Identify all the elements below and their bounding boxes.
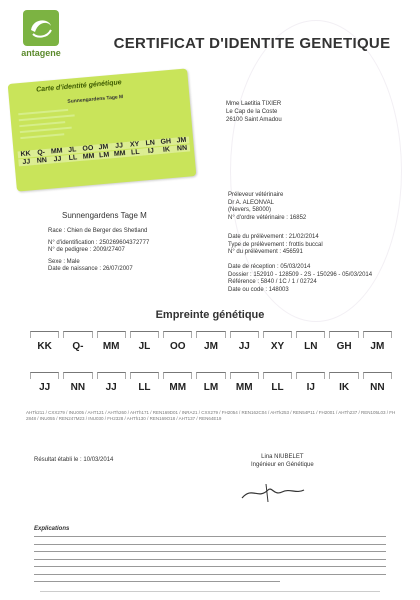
owner-name: Mme Laetitia TIXIER <box>226 101 282 107</box>
owner-address-2: 26100 Saint Amadou <box>226 117 282 123</box>
fingerprint-cell <box>361 331 394 352</box>
marker-header-bracket <box>230 372 259 379</box>
card-text-line <box>20 133 64 139</box>
validator-block <box>251 454 314 469</box>
marker-header-bracket <box>130 331 159 338</box>
sample-type: Type de prélèvement : frottis buccal <box>228 241 323 248</box>
card-code: KK <box>18 150 34 158</box>
fingerprint-cell <box>294 331 327 352</box>
vet-city: (Nevers, 58000) <box>228 207 272 213</box>
code-number: Date ou code : 148003 <box>228 286 289 293</box>
fingerprint-cell <box>261 372 294 393</box>
genotype-value: OO <box>169 341 186 352</box>
card-text-line <box>19 121 65 127</box>
fingerprint-cell <box>194 331 227 352</box>
logo-text: antagene <box>21 48 61 58</box>
fingerprint-cell <box>95 331 128 352</box>
marker-header-bracket <box>363 372 392 379</box>
card-code: JJ <box>111 142 127 150</box>
genotype-value: JM <box>204 341 218 352</box>
validator-role: Ingénieur en Génétique <box>251 461 314 468</box>
signature-image <box>238 480 308 504</box>
marker-header-bracket <box>230 331 259 338</box>
card-code: MM <box>113 150 126 159</box>
footer-line <box>40 591 380 595</box>
vet-label: Préleveur vétérinaire <box>228 192 284 198</box>
card-code: LM <box>96 151 112 159</box>
fingerprint-cell <box>327 372 360 393</box>
fingerprint-cell <box>95 372 128 393</box>
genotype-value: LM <box>203 382 219 393</box>
sample-date: Date du prélèvement : 21/02/2014 <box>228 234 319 240</box>
genotype-value: JM <box>370 341 385 352</box>
fingerprint-cell <box>228 372 261 393</box>
marker-header-bracket <box>196 372 225 379</box>
owner-address-1: Le Cap de la Coste <box>226 109 278 115</box>
fingerprint-cell <box>261 331 294 352</box>
fingerprint-cell <box>161 372 194 393</box>
marker-header-bracket <box>296 331 325 338</box>
genotype-value: IK <box>339 382 350 393</box>
genetic-id-card <box>8 68 197 191</box>
card-code: GH <box>158 138 174 146</box>
dog-birth-date: Date de naissance : 26/07/2007 <box>48 266 133 272</box>
genotype-value: Q- <box>72 341 84 352</box>
marker-header-bracket <box>63 372 92 379</box>
fingerprint-cell <box>128 331 161 352</box>
genotype-value: MM <box>102 341 120 352</box>
fingerprint-cell <box>194 372 227 393</box>
vet-block <box>228 192 306 222</box>
card-code: XY <box>127 141 143 149</box>
card-code: MM <box>50 147 63 156</box>
card-code: IK <box>158 146 174 154</box>
dog-sex: Sexe : Male <box>48 258 80 265</box>
card-code: NN <box>174 144 190 152</box>
fingerprint-cell <box>327 331 360 352</box>
marker-header-bracket <box>97 331 126 338</box>
genotype-value: NN <box>70 382 86 393</box>
fingerprint-cell <box>28 331 61 352</box>
sample-number: N° du prélèvement : 456591 <box>228 249 303 255</box>
marker-header-bracket <box>329 372 358 379</box>
card-text-line <box>20 127 72 134</box>
marker-header-bracket <box>63 331 92 338</box>
genotype-value: JL <box>138 341 151 352</box>
explanations-label: Explications <box>34 526 70 532</box>
card-code: LN <box>142 139 158 147</box>
genotype-value: LL <box>271 382 284 393</box>
card-code: JM <box>95 143 111 151</box>
card-code: Q- <box>33 149 49 157</box>
reception-date: Date de réception : 05/03/2014 <box>228 264 311 270</box>
reception-block <box>228 264 372 294</box>
card-code: LL <box>65 154 81 162</box>
genotype-value: LL <box>138 382 151 393</box>
card-code: LL <box>127 149 143 157</box>
fingerprint-cell <box>228 331 261 352</box>
genotype-value: JJ <box>39 382 51 393</box>
marker-header-bracket <box>30 372 59 379</box>
result-date: Résultat établi le : 10/03/2014 <box>34 457 114 463</box>
card-text-line <box>19 114 75 121</box>
marker-header-bracket <box>163 372 192 379</box>
marker-header-bracket <box>263 331 292 338</box>
vet-order: N° d'ordre vétérinaire : 16852 <box>228 214 307 221</box>
fingerprint-cell <box>128 372 161 393</box>
genotype-value: IJ <box>306 382 315 393</box>
dog-race: Race : Chien de Berger des Shetland <box>48 228 148 234</box>
fingerprint-cell <box>61 372 94 393</box>
explanations-text <box>34 534 386 587</box>
genotype-value: KK <box>37 341 52 352</box>
fingerprint-cell <box>28 372 61 393</box>
card-code: JL <box>64 146 80 154</box>
genotype-value: GH <box>336 341 352 352</box>
card-title: Carte d'identité génétique <box>35 79 122 94</box>
card-code: JJ <box>49 155 65 163</box>
fingerprint-cell <box>61 331 94 352</box>
card-code: JJ <box>18 158 34 166</box>
fingerprint-cell <box>361 372 394 393</box>
marker-header-bracket <box>329 331 358 338</box>
page-title: CERTIFICAT D'IDENTITE GENETIQUE <box>113 35 391 52</box>
antagene-logo <box>10 10 72 68</box>
vet-name: Dr A. ALEONVAL <box>228 199 274 206</box>
marker-header-bracket <box>363 331 392 338</box>
card-codes-grid <box>18 136 191 166</box>
marker-header-bracket <box>263 372 292 379</box>
card-dog-name: Sunnengardens Tage M <box>67 94 124 105</box>
genotype-value: XY <box>270 341 285 352</box>
dog-details <box>48 228 149 274</box>
marker-header-bracket <box>163 331 192 338</box>
fingerprint-cell <box>294 372 327 393</box>
dog-name: Sunnengardens Tage M <box>62 211 147 220</box>
dog-pedigree-number: N° de pedigree : 2009/27407 <box>48 247 125 253</box>
genotype-value: JJ <box>238 341 250 352</box>
owner-block <box>226 100 282 124</box>
genotype-value: MM <box>235 382 253 393</box>
marker-header-bracket <box>97 372 126 379</box>
card-code: OO <box>80 145 96 153</box>
genotype-value: LN <box>304 341 318 352</box>
genotype-value: JJ <box>105 382 117 393</box>
card-code: MM <box>82 152 95 161</box>
genotype-value: NN <box>370 382 385 393</box>
marker-header-bracket <box>30 331 59 338</box>
reference-number: Référence : 5840 / 1C / 1 / 02724 <box>228 279 317 285</box>
fingerprint-title: Empreinte génétique <box>155 309 265 321</box>
markers-list: AHTk211 / CXX279 / INU005 / AHT121 / AHTh260 / AHTh171 / REN169D01 / INRA21 / CXX279 / FH2054 / REN162C04 / AHTk253 / REN54P11 / FH2001 / AHTh237 / REN105L03 / FH2848 / INU055 / REN247M23 / INU030 / FH2328 / AHTh130 / REN169O18 / AHT137 / REN64E19 <box>26 410 396 421</box>
marker-header-bracket <box>296 372 325 379</box>
fingerprint-cell <box>161 331 194 352</box>
card-code: JM <box>173 136 189 144</box>
dog-id-number: N° d'identification : 250269604372777 <box>48 239 150 246</box>
card-code: NN <box>34 157 50 165</box>
marker-header-bracket <box>130 372 159 379</box>
validator-name: Lina NIUBELET <box>261 454 304 460</box>
genotype-value: MM <box>169 382 187 393</box>
dossier-number: Dossier : 152910 - 128509 - 2S - 150296 - 05/03/2014 <box>228 271 373 278</box>
card-text-line <box>18 109 68 115</box>
marker-header-bracket <box>196 331 225 338</box>
logo-icon <box>23 10 59 46</box>
fingerprint-row-1 <box>28 331 394 352</box>
fingerprint-row-2 <box>28 372 394 393</box>
sample-block <box>228 234 323 257</box>
card-code: IJ <box>143 147 159 155</box>
